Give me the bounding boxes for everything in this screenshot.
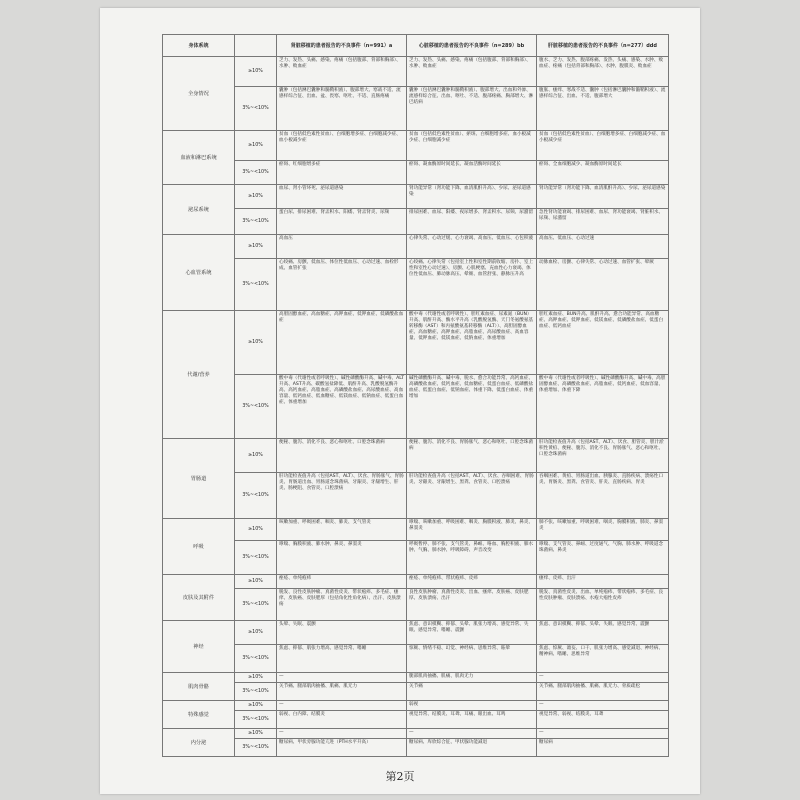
frequency-cell: 3%~<10% [235,739,277,757]
kidney-cell: 脱发、良性皮肤肿瘤、真菌性皮炎、带状疱疹、多毛症、瘙痒、皮肤癌、皮肤肥厚（包括角化性角化病）、出汗、皮肤溃疡 [277,589,407,621]
heart-cell: 惊厥、情绪不稳、幻觉、神经病、思维异常、眩晕 [407,645,537,673]
liver-cell: 贫血（包括低色素性贫血）、白细胞增多症、白细胞减少症、血小板减少症 [537,131,669,161]
frequency-cell: 3%~<10% [235,589,277,621]
table-row [163,235,669,259]
system-cell: 神经 [163,621,235,673]
system-cell: 呼吸 [163,519,235,575]
liver-cell: 高血压、低血压、心动过速 [537,235,669,259]
kidney-cell: 高血压 [277,235,407,259]
table-row [163,439,669,473]
heart-cell: 囊肿（包括淋巴囊肿和髓鞘积液）、腹部增大、出血和外渗、流感样综合征、出血、呕吐、不适、腹部疼痛、胸部增大、淋巴结病 [407,87,537,131]
heart-cell: 哮喘、咳嗽加重、呼吸困难、咽炎、胸膜积液、肺炎、鼻炎、鼻窦炎 [407,519,537,541]
table-row [163,311,669,375]
kidney-cell: 高胆固醇血症、高血糖症、高钾血症、低钾血症、低磷酸盐血症 [277,311,407,375]
table-row [163,541,669,575]
liver-cell: 急性肾功能衰竭、排尿困难、血尿、肾功能衰竭、肾脏积水、尿频、尿潴留 [537,209,669,235]
liver-cell: — [537,701,669,711]
kidney-cell: 蛋白尿、排尿困难、肾盂积水、阳痿、肾盂肾炎、尿频 [277,209,407,235]
kidney-cell: 乏力、发热、头痛、感染、疼痛（包括腹部、背部和胸部）、水肿、败血症 [277,57,407,87]
header-system: 身体系统 [163,35,235,57]
frequency-cell: ≥10% [235,57,277,87]
table-row [163,161,669,185]
heart-cell: 心绞痛、心律失常（包括室上性和室性期前收缩、房扑、室上性和室性心动过速）、房颤、心肌梗塞、充血性心力衰竭、体位性低血压、肺动脉高压、晕厥、血管舒张、静脉压升高 [407,259,537,311]
kidney-cell: 酸中毒（代谢性或者呼吸性）、碱性磷酸酶升高、碱中毒、ALT升高、AST升高、碳酸氢盐降低、肌酐升高、乳酸脱氢酶升高、高钙血症、高脂血症、高磷酸盐血症、高尿酸血症、高血容量、低钙血症、低血糖症、低镁血症、低钠血症、低蛋白血症、体重增加 [277,375,407,439]
liver-cell: 肾功能异常（肾功能下降、血清肌酐升高）、少尿、泌尿道感染 [537,185,669,209]
system-cell: 内分泌 [163,729,235,757]
table-row [163,131,669,161]
liver-cell: 腹水、乏力、发热、腹部疼痛、发热、头痛、感染、水肿、败血症、疼痛（包括背部和胸部）、水肿、腹膜炎、败血症 [537,57,669,87]
header-kidney: 肾脏移植的患者报告的不良事件（n=991）a [277,35,407,57]
table-row [163,473,669,519]
kidney-cell: 关节痛、腿部肌肉抽搐、肌痛、肌无力 [277,683,407,701]
frequency-cell: 3%~<10% [235,259,277,311]
system-cell: 心血管系统 [163,235,235,311]
table-row [163,683,669,701]
table-row [163,673,669,683]
table-row [163,57,669,87]
heart-cell: 焦虑、意识模糊、抑郁、头晕、肌张力增高、感觉异常、失眠、感觉异常、嗜睡、震颤 [407,621,537,645]
frequency-cell: ≥10% [235,575,277,589]
frequency-cell: ≥10% [235,311,277,375]
kidney-cell: 囊肿（包括淋巴囊肿和髓鞘积液）、腹部增大、寒战不适、流感样综合征、出血、盆、畏寒、呕吐、不适、直肠疼痛 [277,87,407,131]
frequency-cell: 3%~<10% [235,209,277,235]
kidney-cell: 哮喘、胸膜积液、肺水肿、鼻炎、鼻窦炎 [277,541,407,575]
liver-cell: 酸中毒（代谢性或者呼吸性）、碱性磷酸酶升高、碱中毒、高胆固醇血症、高磷酸盐血症、高脂血症、低钙血症、低血容量、体重增加、体重下降 [537,375,669,439]
frequency-cell: 3%~<10% [235,473,277,519]
frequency-cell: ≥10% [235,519,277,541]
page-number: 第2页 [385,770,415,783]
heart-cell: 良性皮肤肿瘤、真菌性皮炎、出血、瘙痒、皮肤癌、皮肤肥厚、皮肤溃疡、出汗 [407,589,537,621]
heart-cell: 乏力、发热、头痛、感染、疼痛（包括腹部、背部和胸部）、水肿、败血症 [407,57,537,87]
kidney-cell: 焦虑、抑郁、肌张力增高、感觉异常、嗜睡 [277,645,407,673]
frequency-cell: 3%~<10% [235,683,277,701]
liver-cell: 瘙痒、皮疹、出汗 [537,575,669,589]
liver-cell: 脱发、真菌性皮炎、出血、单纯疱疹、带状疱疹、多毛症、良性皮肤肿瘤、皮肤溃疡、水疱大疱性皮疹 [537,589,669,621]
kidney-cell: — [277,701,407,711]
kidney-cell: 贫血（包括低色素性贫血）、白细胞增多症、白细胞减少症、血小板减少症 [277,131,407,161]
table-row [163,645,669,673]
system-cell: 特殊感觉 [163,701,235,729]
system-cell: 胃肠道 [163,439,235,519]
heart-cell: 酸中毒（代谢性或者呼吸性）、胆红素血症、尿素氮（BUN）升高、肌酐升高、酶水平升高（乳酸脱氢酶、天门冬氨酸氨基转移酶（AST）和丙氨酸氨基转移酶（ALT））、高胆固醇血症、高血糖症、高钾血症、高脂血症、高尿酸血症、高血容量、低钾血症、低镁血症、低钠血症、体重增加 [407,311,537,375]
frequency-cell: ≥10% [235,439,277,473]
liver-cell: 哮喘、支气管炎、鼻衄、过度通气、气胸、肺水肿、呼吸道念珠菌病、鼻炎 [537,541,669,575]
system-cell: 全身情况 [163,57,235,131]
heart-cell: 贫血（包括低色素性贫血）、瘀斑、白细胞增多症、血小板减少症、白细胞减少症 [407,131,537,161]
frequency-cell: ≥10% [235,185,277,209]
table-row [163,519,669,541]
header-frequency [235,35,277,57]
kidney-cell: — [277,673,407,683]
table-row [163,375,669,439]
heart-cell: 关节痛 [407,683,537,701]
adverse-events-table [162,34,669,757]
heart-cell: 腿部肌肉抽搐、肌痛、肌肉无力 [407,673,537,683]
table-row [163,711,669,729]
heart-cell: 糖尿病、库欣综合征、甲状腺功能减退 [407,739,537,757]
liver-cell: 动脉血栓、房颤、心律失常、心动过速、血管扩张、晕厥 [537,259,669,311]
heart-cell: 肝功能检查值升高（包括AST、ALT）、厌食、吞咽困难、胃肠炎、牙龈炎、牙龈增生、黑粪、食管炎、口腔溃疡 [407,473,537,519]
liver-cell: 关节痛、腿部肌肉抽搐、肌痛、肌无力、骨质疏松 [537,683,669,701]
table-row [163,259,669,311]
heart-cell: 瘀斑、凝血酶原时间延长、凝血活酶时间延长 [407,161,537,185]
table-row [163,575,669,589]
table-row [163,209,669,235]
kidney-cell: 痤疮、单纯疱疹 [277,575,407,589]
table-row [163,621,669,645]
table-header-row [163,35,669,57]
kidney-cell: 肝功能检查值升高（包括AST、ALT）、厌食、胃肠胀气、胃肠炎、胃肠道出血、胃肠道念珠菌病、牙龈炎、牙龈增生、肝炎、肠梗阻、食管炎、口腔溃疡 [277,473,407,519]
liver-cell: 肺不张、咳嗽加重、呼吸困难、咽炎、胸膜积液、肺炎、鼻窦炎 [537,519,669,541]
heart-cell: — [407,729,537,739]
header-liver: 肝脏移植的患者报告的不良事件（n=277）ddd [537,35,669,57]
liver-cell: 瘀斑、全血细胞减少、凝血酶原时间延长 [537,161,669,185]
liver-cell: 焦虑、意识模糊、抑郁、头晕、失眠、感觉异常、震颤 [537,621,669,645]
liver-cell: — [537,729,669,739]
frequency-cell: 3%~<10% [235,87,277,131]
kidney-cell: — [277,729,407,739]
system-cell: 泌尿系统 [163,185,235,235]
kidney-cell: 便秘、腹泻、消化不良、恶心和呕吐、口腔念珠菌病 [277,439,407,473]
liver-cell: — [537,673,669,683]
frequency-cell: ≥10% [235,621,277,645]
frequency-cell: ≥10% [235,131,277,161]
kidney-cell: 血尿、肾小管坏死、泌尿道感染 [277,185,407,209]
heart-cell: 便秘、腹泻、消化不良、胃肠胀气、恶心和呕吐、口腔念珠菌病 [407,439,537,473]
table-row [163,589,669,621]
kidney-cell: 瘀斑、红细胞增多症 [277,161,407,185]
heart-cell: 肾功能异常（肾功能下降、血清肌酐升高）、少尿、泌尿道感染 [407,185,537,209]
heart-cell: 视觉异常、结膜炎、耳聋、耳痛、眼出血、耳鸣 [407,711,537,729]
frequency-cell: 3%~<10% [235,541,277,575]
heart-cell: 心律失常、心动过缓、心力衰竭、高血压、低血压、心包积液 [407,235,537,259]
table-row [163,87,669,131]
liver-cell: 焦虑、惊厥、谵妄、口干、肌张力增高、感觉减退、神经病、精神病、嗜睡、思维异常 [537,645,669,673]
liver-cell: 肝功能检查值升高（包括AST、ALT）、厌食、胆管炎、胆汁淤积性黄疸、便秘、腹泻、消化不良、胃肠胀气、恶心和呕吐、口腔念珠菌病 [537,439,669,473]
document-page [100,8,700,794]
table-row [163,185,669,209]
frequency-cell: 3%~<10% [235,711,277,729]
kidney-cell: 糖尿病、甲状旁腺功能亢进（PTH水平升高） [277,739,407,757]
frequency-cell: ≥10% [235,673,277,683]
liver-cell: 吞咽困难、黄疸、胃肠道出血、胰腺炎、直肠疾病、溃疡性口炎、胃肠炎、黑粪、食管炎、肝炎、直肠疾病、胃炎 [537,473,669,519]
table-row [163,729,669,739]
system-cell: 皮肤及其附件 [163,575,235,621]
system-cell: 血液和淋巴系统 [163,131,235,185]
table-row [163,701,669,711]
heart-cell: 痤疮、单纯疱疹、带状疱疹、皮疹 [407,575,537,589]
heart-cell: 碱性磷酸酶升高、碱中毒、脱水、愈合功能异常、高钙血症、高磷酸盐血症、低钙血症、低血糖症、低蛋白血症、低磷酸盐血症、低蛋白血症、低钠血症、体重下降、低蛋白血症、体重增加 [407,375,537,439]
frequency-cell: 3%~<10% [235,375,277,439]
frequency-cell: ≥10% [235,729,277,739]
frequency-cell: ≥10% [235,701,277,711]
liver-cell: 视觉异常、弱视、结膜炎、耳聋 [537,711,669,729]
table-row [163,739,669,757]
kidney-cell: 头晕、失眠、震颤 [277,621,407,645]
kidney-cell: 弱视、白内障、结膜炎 [277,711,407,729]
liver-cell: 腹胀、瘙痒、寒战不适、囊肿（包括淋巴囊肿和髓鞘积液）、流感样综合征、出血、不适、腹部增大 [537,87,669,131]
kidney-cell: 咳嗽加重、呼吸困难、咽炎、肺炎、支气管炎 [277,519,407,541]
liver-cell: 糖尿病 [537,739,669,757]
heart-cell: 弱视 [407,701,537,711]
frequency-cell: ≥10% [235,235,277,259]
system-cell: 肌肉骨骼 [163,673,235,701]
kidney-cell: 心绞痛、房颤、低血压、体位性低血压、心动过速、血栓形成、血管扩张 [277,259,407,311]
header-heart: 心脏移植的患者报告的不良事件（n=289）bb [407,35,537,57]
system-cell: 代谢/营养 [163,311,235,439]
frequency-cell: 3%~<10% [235,645,277,673]
liver-cell: 胆红素血症、BUN升高、肌酐升高、愈合功能异常、高血糖症、高钾血症、低钾血症、低镁血症、低磷酸盐血症、低蛋白血症、低钙血症 [537,311,669,375]
heart-cell: 呼吸暂停、肺不张、支气管炎、鼻衄、咯血、胸腔积液、肺水肿、气胸、肺水肿、呼吸障碍、声音改变 [407,541,537,575]
heart-cell: 排尿困难、血尿、阳痿、夜尿增多、肾盂积水、尿频、尿潴留 [407,209,537,235]
frequency-cell: 3%~<10% [235,161,277,185]
